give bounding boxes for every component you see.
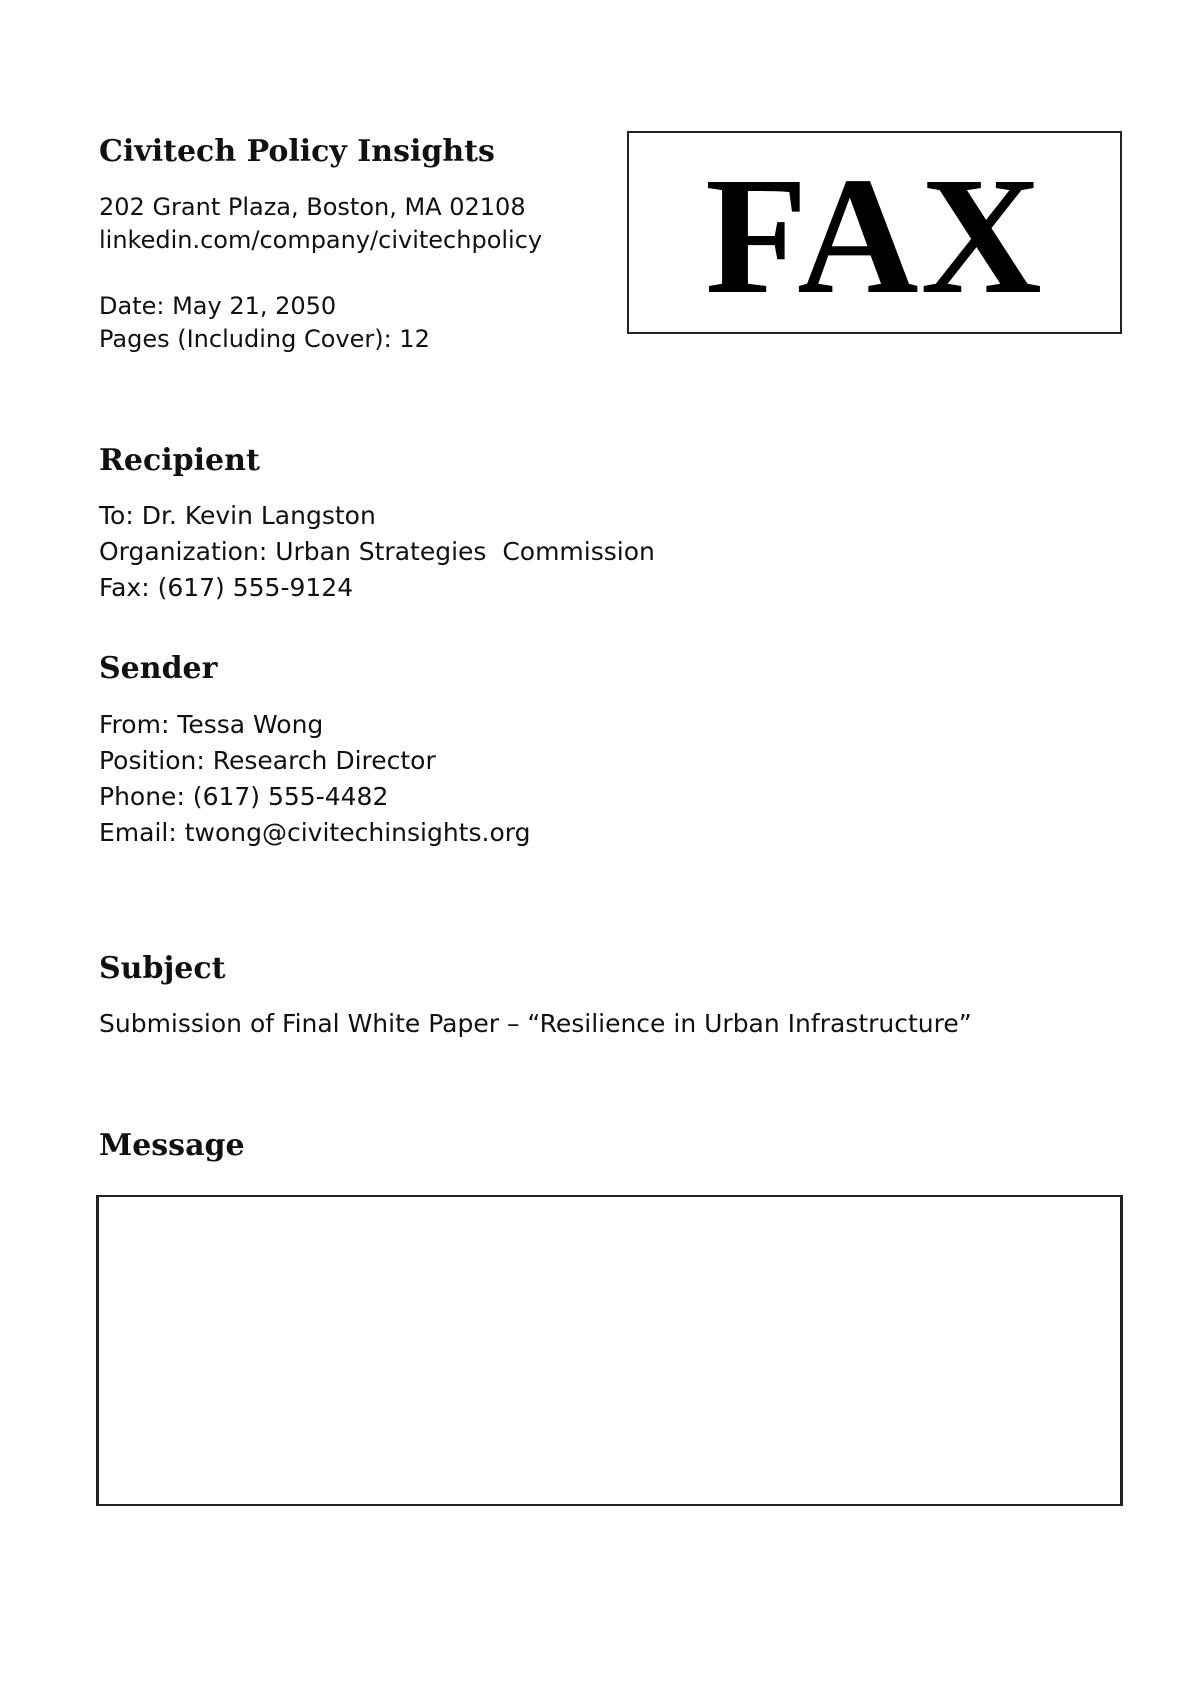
sender-position: Position: Research Director [99, 746, 436, 775]
company-info [99, 191, 542, 356]
fax-title-box [627, 131, 1122, 334]
recipient-to: To: Dr. Kevin Langston [99, 501, 376, 530]
recipient-heading: Recipient [99, 443, 260, 478]
fax-page-count: Pages (Including Cover): 12 [99, 325, 430, 353]
sender-details [99, 707, 530, 851]
sender-email: Email: twong@civitechinsights.org [99, 818, 531, 847]
subject-text: Submission of Final White Paper – “Resilience in Urban Infrastructure” [99, 1009, 972, 1038]
recipient-organization: Organization: Urban Strategies Commission [99, 537, 655, 566]
recipient-details [99, 498, 655, 606]
sender-phone: Phone: (617) 555-4482 [99, 782, 389, 811]
recipient-fax: Fax: (617) 555-9124 [99, 573, 354, 602]
message-heading: Message [99, 1128, 245, 1163]
sender-from: From: Tessa Wong [99, 710, 324, 739]
message-box[interactable] [96, 1195, 1123, 1506]
subject-heading: Subject [99, 951, 226, 986]
company-address: 202 Grant Plaza, Boston, MA 02108 [99, 193, 526, 221]
fax-date: Date: May 21, 2050 [99, 292, 337, 320]
spacer [99, 257, 542, 290]
fax-title: FAX [705, 142, 1044, 329]
company-name: Civitech Policy Insights [99, 134, 495, 169]
company-linkedin: linkedin.com/company/civitechpolicy [99, 226, 543, 254]
sender-heading: Sender [99, 651, 218, 686]
